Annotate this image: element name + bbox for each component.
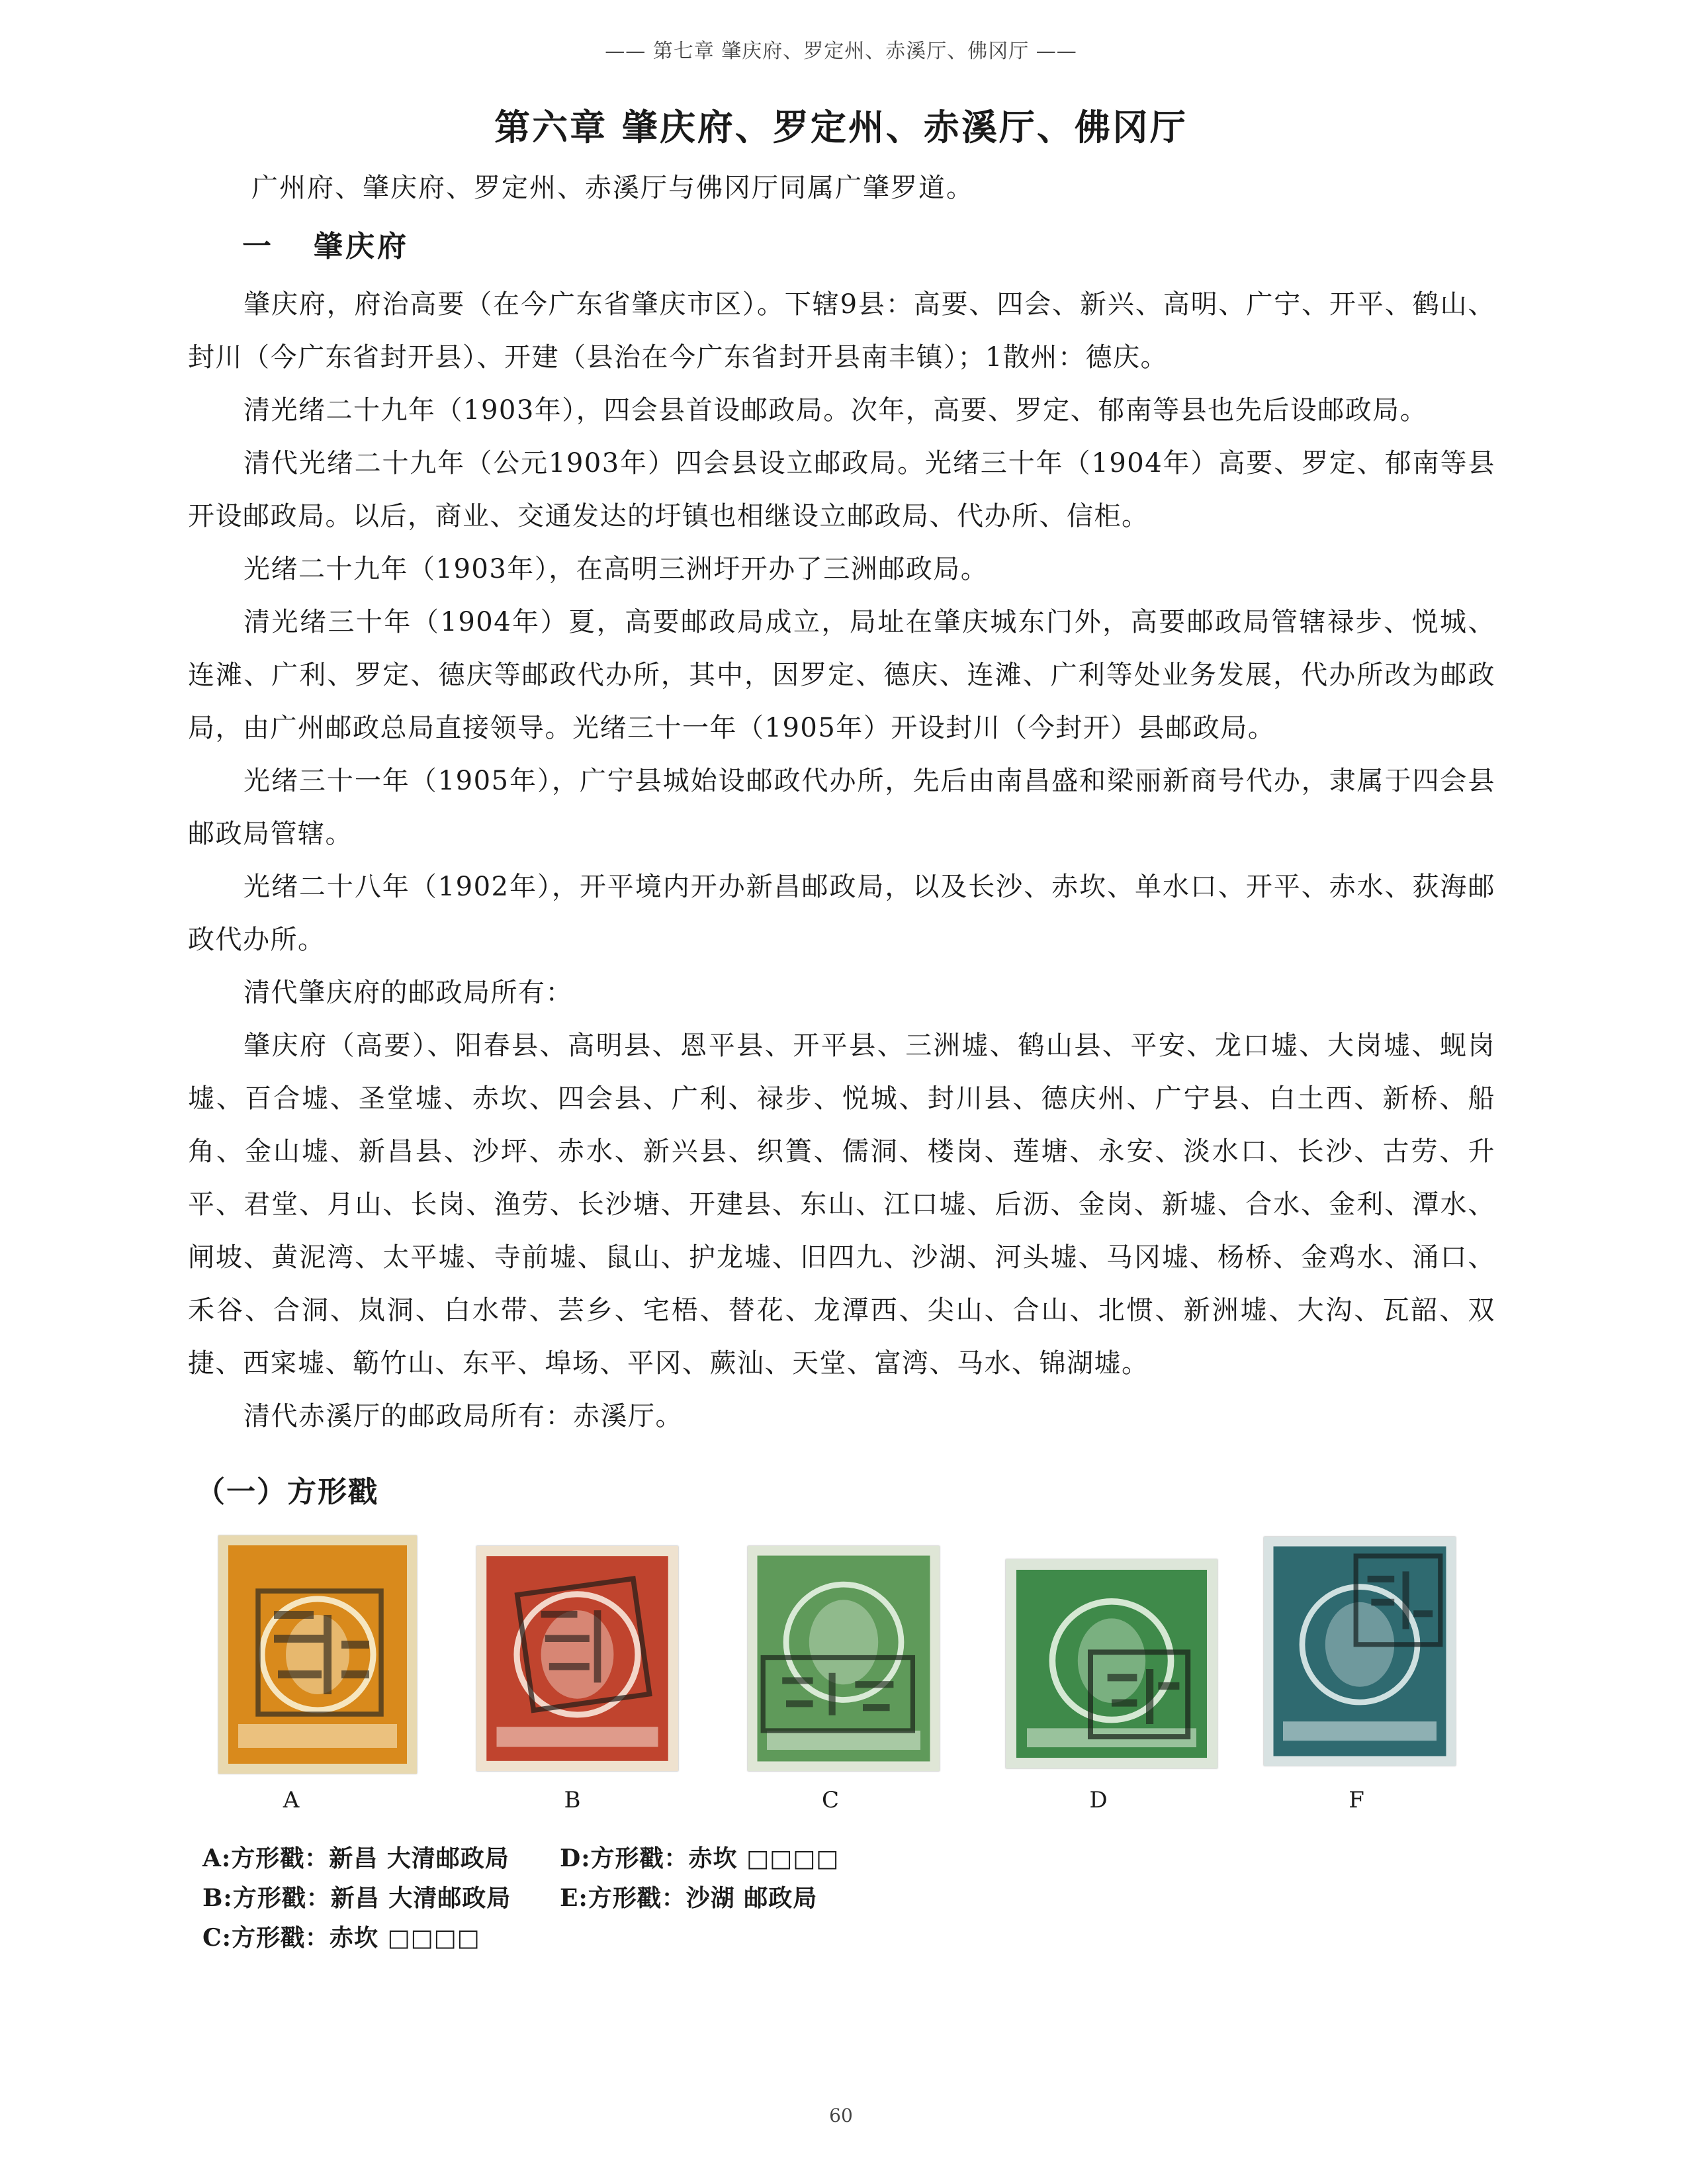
section-title: 肇庆府 (314, 230, 409, 263)
stamp-a-graphic (218, 1535, 417, 1774)
stamp-label-f: F (1349, 1787, 1364, 1813)
caption-left: C:方形戳：赤坎 □□□□ (202, 1924, 480, 1952)
caption-right: E:方形戳：沙湖 邮政局 (560, 1884, 818, 1912)
stamp-image-c (748, 1546, 940, 1771)
stamp-image-b (476, 1546, 678, 1771)
stamp-image-a (218, 1535, 417, 1774)
stamp-image-d (1006, 1559, 1217, 1768)
caption-line (202, 1880, 818, 1913)
paragraph: 清光绪三十年（1904年）夏，高要邮政局成立，局址在肇庆城东门外，高要邮政局管辖禄步、悦城、连滩、广利、罗定、德庆等邮政代办所，其中，因罗定、德庆、连滩、广利等处业务发展，代办所改为邮政局，由广州邮政总局直接领导。光绪三十一年（1905年）开设封川（今封开）县邮政局。 (188, 607, 1495, 743)
paragraph: 光绪三十一年（1905年），广宁县城始设邮政代办所，先后由南昌盛和梁丽新商号代办，隶属于四会县邮政局管辖。 (188, 766, 1495, 849)
section-number: 一 (242, 230, 274, 263)
section-heading (242, 222, 409, 265)
caption-left: B:方形戳：新昌 大清邮政局 (202, 1884, 511, 1912)
stamp-image-f (1264, 1537, 1456, 1766)
stamp-c-graphic (748, 1546, 940, 1771)
caption-left: A:方形戳：新昌 大清邮政局 (202, 1844, 509, 1872)
subsection-heading: （一）方形戳 (196, 1475, 378, 1509)
chapter-title: 第六章 肇庆府、罗定州、赤溪厅、佛冈厅 (494, 107, 1188, 148)
stamp-label-d: D (1089, 1787, 1108, 1813)
body-text (188, 278, 1495, 1443)
stamp-label-a: A (283, 1787, 300, 1813)
paragraph: 光绪二十八年（1902年），开平境内开办新昌邮政局，以及长沙、赤坎、单水口、开平、赤水、荻海邮政代办所。 (188, 872, 1495, 955)
stamp-label-b: B (564, 1787, 581, 1813)
running-header: —— 第七章 肇庆府、罗定州、赤溪厅、佛冈厅 —— (605, 40, 1077, 63)
paragraph: 清代赤溪厅的邮政局所有：赤溪厅。 (243, 1401, 683, 1432)
page-number: 60 (829, 2105, 853, 2126)
stamp-d-graphic (1006, 1559, 1217, 1768)
paragraph: 清代光绪二十九年（公元1903年）四会县设立邮政局。光绪三十年（1904年）高要、罗定、郁南等县开设邮政局。以后，商业、交通发达的圩镇也相继设立邮政局、代办所、信柜。 (188, 448, 1495, 531)
paragraph: 肇庆府（高要）、阳春县、高明县、恩平县、开平县、三洲墟、鹤山县、平安、龙口墟、大岗墟、蚬岗墟、百合墟、圣堂墟、赤坎、四会县、广利、禄步、悦城、封川县、德庆州、广宁县、白土西、新桥、船角、金山墟、新昌县、沙坪、赤水、新兴县、织簣、儒洞、楼岗、莲塘、永安、淡水口、长沙、古劳、升平、君堂、月山、长岗、渔劳、长沙塘、开建县、东山、江口墟、后沥、金岗、新墟、合水、金利、潭水、闸坡、黄泥湾、太平墟、寺前墟、鼠山、护龙墟、旧四九、沙湖、河头墟、马冈墟、杨桥、金鸡水、涌口、禾谷、合洞、岚洞、白水带、芸乡、宅梧、替花、龙潭西、尖山、合山、北惯、新洲墟、大沟、瓦韶、双捷、西寀墟、簕竹山、东平、埠场、平冈、蕨汕、天堂、富湾、马水、锦湖墟。 (188, 1030, 1495, 1379)
stamp-label-c: C (821, 1787, 839, 1813)
intro-text: 广州府、肇庆府、罗定州、赤溪厅与佛冈厅同属广肇罗道。 (251, 173, 974, 203)
paragraph: 清代肇庆府的邮政局所有： (243, 978, 573, 1008)
stamp-f-graphic (1264, 1537, 1456, 1766)
caption-line (202, 1919, 480, 1953)
caption-right: D:方形戳：赤坎 □□□□ (560, 1844, 840, 1872)
caption-line (202, 1840, 840, 1874)
stamp-b-graphic (476, 1546, 678, 1771)
paragraph: 清光绪二十九年（1903年），四会县首设邮政局。次年，高要、罗定、郁南等县也先后设邮政局。 (243, 395, 1428, 426)
paragraph: 肇庆府，府治高要（在今广东省肇庆市区）。下辖9县：高要、四会、新兴、高明、广宁、开平、鹤山、封川（今广东省封开县）、开建（县治在今广东省封开县南丰镇）；1散州：德庆。 (188, 289, 1495, 373)
paragraph: 光绪二十九年（1903年），在高明三洲圩开办了三洲邮政局。 (243, 554, 989, 584)
